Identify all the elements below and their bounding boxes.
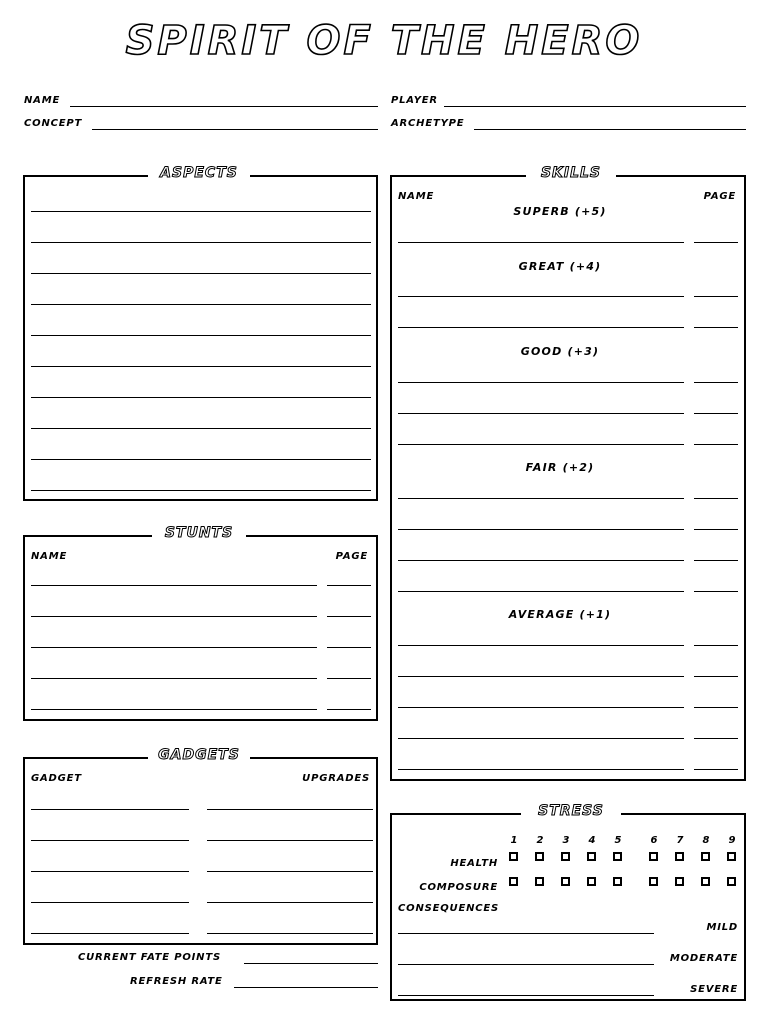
- stunt-page-line[interactable]: [327, 616, 371, 617]
- aspects-box: [23, 175, 378, 501]
- skill-line[interactable]: [398, 676, 684, 677]
- gadget-line[interactable]: [31, 871, 189, 872]
- track-number: 9: [728, 835, 736, 846]
- fate-points-field[interactable]: [244, 963, 378, 964]
- skill-line[interactable]: [398, 498, 684, 499]
- name-field[interactable]: [70, 106, 378, 107]
- skill-page-line[interactable]: [694, 560, 738, 561]
- consequences-label: CONSEQUENCES: [398, 903, 500, 914]
- skill-line[interactable]: [398, 413, 684, 414]
- archetype-field[interactable]: [474, 129, 746, 130]
- skill-page-line[interactable]: [694, 382, 738, 383]
- skill-line[interactable]: [398, 591, 684, 592]
- upgrade-line[interactable]: [207, 840, 373, 841]
- skill-page-line[interactable]: [694, 413, 738, 414]
- skill-line[interactable]: [398, 296, 684, 297]
- upgrade-line[interactable]: [207, 902, 373, 903]
- gadget-header: GADGET: [31, 773, 82, 784]
- tier-average: AVERAGE (+1): [508, 608, 612, 621]
- skill-page-line[interactable]: [694, 676, 738, 677]
- health-box-7[interactable]: [675, 852, 684, 861]
- skill-page-line[interactable]: [694, 529, 738, 530]
- stunts-title: STUNTS: [152, 525, 246, 541]
- stunt-page-line[interactable]: [327, 678, 371, 679]
- skill-page-line[interactable]: [694, 498, 738, 499]
- health-box-6[interactable]: [649, 852, 658, 861]
- skill-line[interactable]: [398, 738, 684, 739]
- upgrades-header: UPGRADES: [302, 773, 370, 784]
- composure-box-4[interactable]: [587, 877, 596, 886]
- composure-box-5[interactable]: [613, 877, 622, 886]
- aspect-line[interactable]: [31, 211, 371, 212]
- track-number: 7: [676, 835, 684, 846]
- composure-box-2[interactable]: [535, 877, 544, 886]
- name-label: NAME: [24, 95, 61, 106]
- stunt-page-line[interactable]: [327, 709, 371, 710]
- gadget-line[interactable]: [31, 809, 189, 810]
- stunt-name-line[interactable]: [31, 709, 317, 710]
- track-number: 3: [562, 835, 570, 846]
- stunts-page-header: PAGE: [335, 551, 368, 562]
- concept-label: CONCEPT: [24, 118, 83, 129]
- stunt-name-line[interactable]: [31, 616, 317, 617]
- skill-page-line[interactable]: [694, 769, 738, 770]
- skill-page-line[interactable]: [694, 296, 738, 297]
- health-box-1[interactable]: [509, 852, 518, 861]
- stunt-name-line[interactable]: [31, 647, 317, 648]
- gadget-line[interactable]: [31, 840, 189, 841]
- gadget-line[interactable]: [31, 902, 189, 903]
- track-number: 4: [588, 835, 596, 846]
- skill-line[interactable]: [398, 645, 684, 646]
- tier-great: GREAT (+4): [518, 260, 602, 273]
- aspect-line[interactable]: [31, 428, 371, 429]
- health-label: HEALTH: [450, 858, 498, 869]
- upgrade-line[interactable]: [207, 809, 373, 810]
- track-number: 1: [510, 835, 518, 846]
- skill-line[interactable]: [398, 707, 684, 708]
- archetype-label: ARCHETYPE: [391, 118, 465, 129]
- skill-line[interactable]: [398, 769, 684, 770]
- skill-line[interactable]: [398, 529, 684, 530]
- aspect-line[interactable]: [31, 335, 371, 336]
- skill-page-line[interactable]: [694, 591, 738, 592]
- composure-box-1[interactable]: [509, 877, 518, 886]
- composure-label: COMPOSURE: [419, 882, 498, 893]
- aspect-line[interactable]: [31, 459, 371, 460]
- aspect-line[interactable]: [31, 397, 371, 398]
- composure-box-7[interactable]: [675, 877, 684, 886]
- skill-page-line[interactable]: [694, 242, 738, 243]
- aspect-line[interactable]: [31, 242, 371, 243]
- fate-points-label: CURRENT FATE POINTS: [78, 952, 221, 963]
- moderate-label: MODERATE: [669, 953, 738, 964]
- refresh-rate-label: REFRESH RATE: [130, 976, 223, 987]
- skill-page-line[interactable]: [694, 707, 738, 708]
- tier-good: GOOD (+3): [520, 345, 600, 358]
- stunts-name-header: NAME: [31, 551, 68, 562]
- stunts-box: [23, 535, 378, 721]
- composure-box-9[interactable]: [727, 877, 736, 886]
- skill-page-line[interactable]: [694, 327, 738, 328]
- tier-superb: SUPERB (+5): [513, 205, 607, 218]
- aspect-line[interactable]: [31, 490, 371, 491]
- severe-consequence-line[interactable]: [398, 995, 654, 996]
- skill-line[interactable]: [398, 382, 684, 383]
- skill-line[interactable]: [398, 327, 684, 328]
- aspect-line[interactable]: [31, 273, 371, 274]
- aspect-line[interactable]: [31, 304, 371, 305]
- refresh-rate-field[interactable]: [234, 987, 378, 988]
- stunt-page-line[interactable]: [327, 647, 371, 648]
- track-number: 2: [536, 835, 544, 846]
- skill-page-line[interactable]: [694, 738, 738, 739]
- player-field[interactable]: [444, 106, 746, 107]
- aspect-line[interactable]: [31, 366, 371, 367]
- stunt-name-line[interactable]: [31, 585, 317, 586]
- composure-box-6[interactable]: [649, 877, 658, 886]
- gadgets-title: GADGETS: [148, 747, 250, 763]
- health-box-2[interactable]: [535, 852, 544, 861]
- track-number: 5: [614, 835, 622, 846]
- health-box-3[interactable]: [561, 852, 570, 861]
- skills-page-header: PAGE: [703, 191, 736, 202]
- mild-consequence-line[interactable]: [398, 933, 654, 934]
- track-number: 8: [702, 835, 710, 846]
- mild-label: MILD: [706, 922, 738, 933]
- upgrade-line[interactable]: [207, 871, 373, 872]
- health-box-8[interactable]: [701, 852, 710, 861]
- skills-box: [390, 175, 746, 781]
- stunt-page-line[interactable]: [327, 585, 371, 586]
- skill-page-line[interactable]: [694, 645, 738, 646]
- stunt-name-line[interactable]: [31, 678, 317, 679]
- health-box-4[interactable]: [587, 852, 596, 861]
- composure-box-3[interactable]: [561, 877, 570, 886]
- skills-name-header: NAME: [398, 191, 435, 202]
- tier-fair: FAIR (+2): [525, 461, 595, 474]
- track-number: 6: [650, 835, 658, 846]
- composure-box-8[interactable]: [701, 877, 710, 886]
- concept-field[interactable]: [92, 129, 378, 130]
- sheet-title: SPIRIT OF THE HERO: [125, 18, 643, 64]
- stress-title: STRESS: [521, 803, 621, 819]
- gadgets-box: [23, 757, 378, 945]
- severe-label: SEVERE: [690, 984, 738, 995]
- health-box-9[interactable]: [727, 852, 736, 861]
- gadget-line[interactable]: [31, 933, 189, 934]
- skills-title: SKILLS: [526, 165, 616, 181]
- skill-page-line[interactable]: [694, 444, 738, 445]
- upgrade-line[interactable]: [207, 933, 373, 934]
- aspects-title: ASPECTS: [148, 165, 250, 181]
- stress-box: [390, 813, 746, 1001]
- player-label: PLAYER: [391, 95, 438, 106]
- skill-line[interactable]: [398, 242, 684, 243]
- health-box-5[interactable]: [613, 852, 622, 861]
- moderate-consequence-line[interactable]: [398, 964, 654, 965]
- skill-line[interactable]: [398, 560, 684, 561]
- skill-line[interactable]: [398, 444, 684, 445]
